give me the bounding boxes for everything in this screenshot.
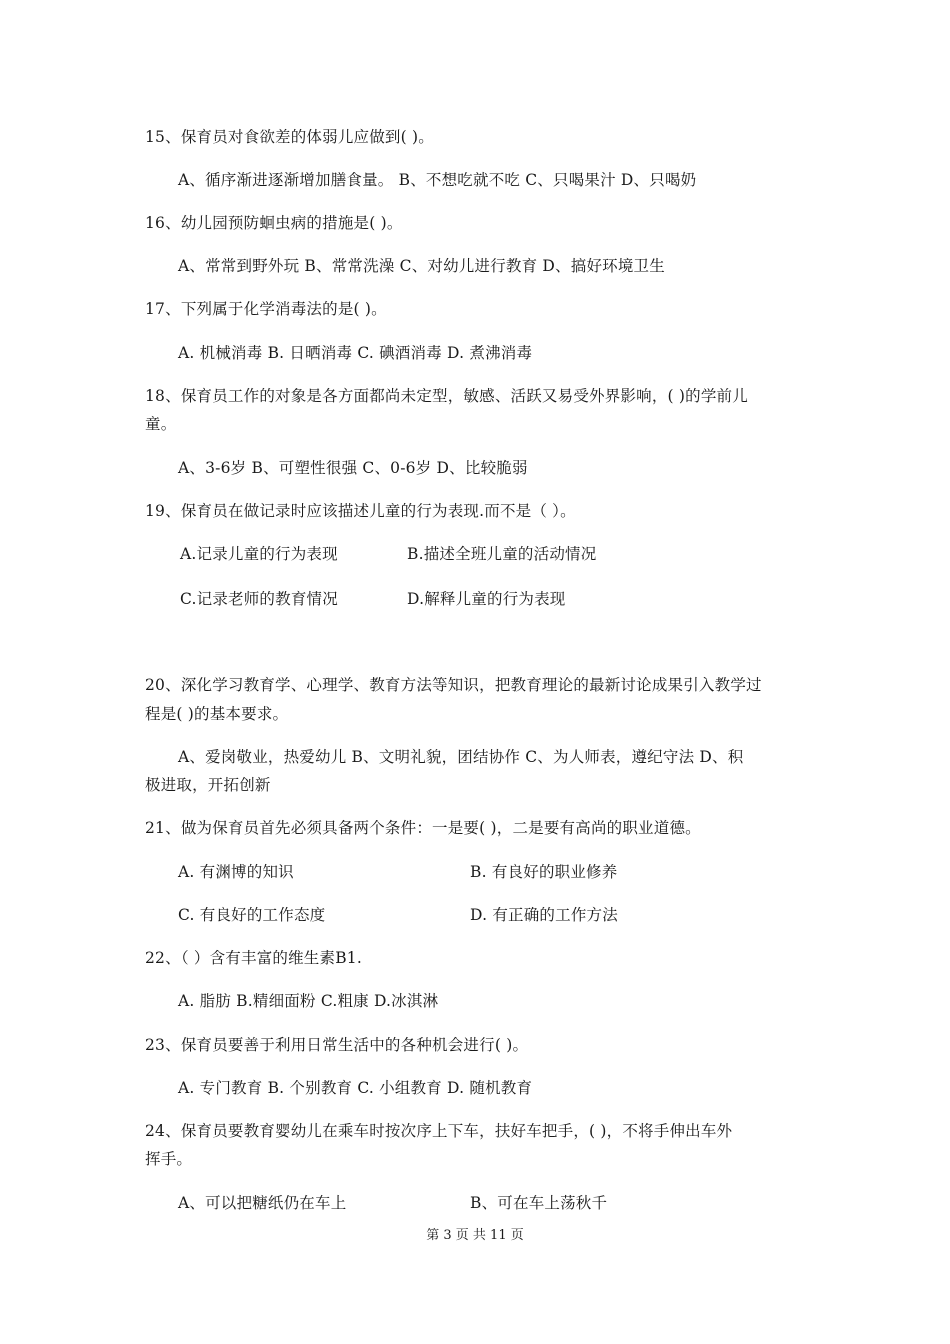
question-19-option-b: B.描述全班儿童的活动情况 [407, 545, 597, 563]
question-21-option-c: C. 有良好的工作态度 [178, 906, 326, 924]
question-21-option-a: A. 有渊博的知识 [178, 863, 294, 881]
question-17-stem: 17、下列属于化学消毒法的是( )。 [145, 300, 387, 318]
question-20-options-line1: A、爱岗敬业，热爱幼儿 B、文明礼貌，团结协作 C、为人师表，遵纪守法 D、积 [178, 748, 744, 766]
question-19-option-c: C.记录老师的教育情况 [180, 590, 338, 608]
question-22-stem: 22、（ ）含有丰富的维生素B1. [145, 949, 362, 967]
question-21-option-d: D. 有正确的工作方法 [470, 906, 618, 924]
question-18-options: A、3-6岁 B、可塑性很强 C、0-6岁 D、比较脆弱 [178, 459, 528, 477]
question-15-options: A、循序渐进逐渐增加膳食量。 B、不想吃就不吃 C、只喝果汁 D、只喝奶 [178, 171, 697, 189]
question-18-stem-line2: 童。 [145, 415, 177, 433]
question-16-stem: 16、幼儿园预防蛔虫病的措施是( )。 [145, 214, 403, 232]
question-20-options-line2: 极进取，开拓创新 [145, 776, 271, 794]
question-21-stem: 21、做为保育员首先必须具备两个条件：一是要( )，二是要有高尚的职业道德。 [145, 819, 701, 837]
question-20-stem-line1: 20、深化学习教育学、心理学、教育方法等知识，把教育理论的最新讨论成果引入教学过 [145, 676, 762, 694]
question-20-stem-line2: 程是( )的基本要求。 [145, 705, 289, 723]
question-18-stem-line1: 18、保育员工作的对象是各方面都尚未定型，敏感、活跃又易受外界影响，( )的学前儿 [145, 387, 748, 405]
question-16-options: A、常常到野外玩 B、常常洗澡 C、对幼儿进行教育 D、搞好环境卫生 [178, 257, 665, 275]
question-15-stem: 15、保育员对食欲差的体弱儿应做到( )。 [145, 128, 434, 146]
question-19-option-a: A.记录儿童的行为表现 [180, 545, 338, 563]
question-21-option-b: B. 有良好的职业修养 [470, 863, 618, 881]
question-24-stem-line1: 24、保育员要教育婴幼儿在乘车时按次序上下车，扶好车把手，( )，不将手伸出车外 [145, 1122, 733, 1140]
question-22-options: A. 脂肪 B.精细面粉 C.粗康 D.冰淇淋 [178, 992, 439, 1010]
question-24-option-a: A、可以把糖纸仍在车上 [178, 1194, 347, 1212]
question-19-stem: 19、保育员在做记录时应该描述儿童的行为表现.而不是（ ）。 [145, 502, 576, 520]
page-footer: 第 3 页 共 11 页 [426, 1228, 524, 1243]
question-24-option-b: B、可在车上荡秋千 [470, 1194, 608, 1212]
question-23-options: A. 专门教育 B. 个别教育 C. 小组教育 D. 随机教育 [178, 1079, 533, 1097]
question-24-stem-line2: 挥手。 [145, 1150, 193, 1168]
question-17-options: A. 机械消毒 B. 日晒消毒 C. 碘酒消毒 D. 煮沸消毒 [178, 344, 533, 362]
question-19-option-d: D.解释儿童的行为表现 [407, 590, 566, 608]
question-23-stem: 23、保育员要善于利用日常生活中的各种机会进行( )。 [145, 1036, 529, 1054]
